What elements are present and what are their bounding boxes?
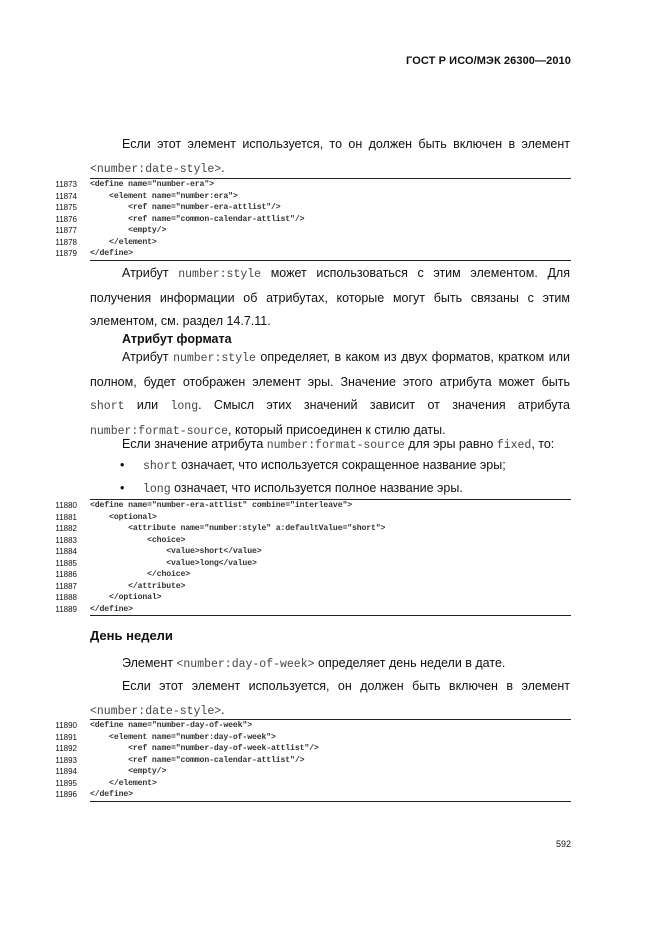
code-line: [44, 191, 571, 203]
code-line: [44, 523, 571, 535]
code-line: [44, 214, 571, 226]
code-inline: <number:date-style>: [90, 162, 222, 176]
paragraph-text: Если этот элемент используется, то он должен быть включен в элемент: [122, 137, 570, 151]
code-text: <element name="number:era">: [90, 191, 238, 201]
code-line: [44, 604, 571, 616]
code-inline: number:format-source: [266, 439, 405, 452]
code-text: <attribute name="number:style" a:defaultValue="short">: [90, 524, 386, 533]
code-line: [44, 766, 571, 778]
paragraph-text: определяет, в каком из двух форматов, кратком или полном, будет отображен элемент эры. Значение этого атрибута может быть: [90, 350, 570, 389]
paragraph-text: Если значение атрибута: [122, 437, 264, 451]
code-line: [44, 743, 571, 755]
code-block-number-era: [44, 178, 571, 261]
line-number: 11888: [55, 593, 77, 602]
code-line: [44, 179, 571, 191]
code-text: </optional>: [90, 593, 162, 602]
code-line: [44, 789, 571, 801]
line-number: 11884: [55, 547, 77, 556]
code-line: [44, 558, 571, 570]
code-line: [44, 237, 571, 249]
paragraph-element-usage: [90, 133, 570, 181]
code-line: [44, 592, 571, 604]
subheading-format-attribute: Атрибут формата: [122, 332, 232, 346]
code-rule-bottom: [90, 801, 571, 802]
paragraph-text: , то:: [531, 437, 555, 451]
code-inline: number:format-source: [90, 424, 229, 438]
code-text: </attribute>: [90, 581, 186, 591]
line-number: 11880: [55, 501, 77, 510]
paragraph-format-attribute: [90, 346, 570, 443]
line-number: 11890: [55, 721, 77, 730]
code-line: [44, 569, 571, 581]
code-inline: long: [143, 483, 171, 496]
code-inline: short: [90, 400, 125, 413]
code-text: <value>long</value>: [90, 558, 257, 568]
list-item-text: означает, что используется сокращенное название эры;: [181, 458, 506, 472]
line-number: 11878: [55, 237, 77, 247]
code-text: <define name="number-day-of-week">: [90, 721, 252, 730]
line-number: 11893: [55, 755, 77, 765]
section-heading-day-of-week: День недели: [90, 628, 173, 643]
list-item: [143, 458, 506, 473]
line-number: 11873: [55, 180, 77, 189]
paragraph-day-of-week: [90, 652, 570, 677]
code-text: </element>: [90, 778, 157, 788]
code-inline: short: [143, 460, 178, 473]
code-line: [44, 512, 571, 524]
line-number: 11892: [55, 744, 77, 753]
paragraph-style-attribute: [90, 262, 570, 334]
paragraph-text: для эры равно: [408, 437, 494, 451]
line-number: 11881: [55, 512, 77, 522]
line-number: 11879: [55, 249, 77, 258]
document-header: ГОСТ Р ИСО/МЭК 26300—2010: [406, 55, 571, 67]
code-line: [44, 546, 571, 558]
code-line: [44, 581, 571, 593]
code-text: <ref name="number-era-attlist"/>: [90, 203, 281, 212]
code-text: <empty/>: [90, 767, 167, 776]
paragraph-text: Атрибут: [122, 350, 169, 364]
code-text: <value>short</value>: [90, 547, 262, 556]
code-line: [44, 720, 571, 732]
bullet-marker: •: [120, 481, 125, 495]
line-number: 11896: [55, 790, 77, 799]
paragraph-end: .: [221, 702, 225, 717]
line-number: 11877: [55, 226, 77, 235]
page-number: 592: [555, 839, 571, 849]
code-text: <define name="number-era-attlist" combine="interleave">: [90, 501, 352, 510]
line-number: 11883: [55, 535, 77, 545]
code-text: <ref name="common-calendar-attlist"/>: [90, 755, 305, 765]
code-line: [44, 248, 571, 260]
paragraph-text: , который присоединен к стилю даты.: [228, 422, 446, 437]
line-number: 11887: [55, 581, 77, 591]
code-block-number-era-attlist: [44, 499, 571, 616]
line-number: 11875: [55, 203, 77, 212]
line-number: 11894: [55, 767, 77, 776]
code-text: <optional>: [90, 512, 157, 522]
code-line: [44, 500, 571, 512]
code-line: [44, 732, 571, 744]
paragraph-text: определяет день недели в дате.: [318, 656, 506, 670]
list-item-text: означает, что используется полное название эры.: [174, 481, 463, 495]
bullet-marker: •: [120, 458, 125, 472]
line-number: 11874: [55, 191, 77, 201]
paragraph-text: Элемент: [122, 656, 173, 670]
line-number: 11886: [55, 570, 77, 579]
code-inline: number:style: [178, 268, 262, 281]
paragraph-text: Атрибут: [122, 266, 169, 280]
code-inline: number:style: [173, 352, 256, 365]
paragraph-end: .: [221, 160, 225, 175]
code-text: <choice>: [90, 535, 186, 545]
code-line: [44, 535, 571, 547]
code-text: </define>: [90, 249, 133, 258]
paragraph-text: может использоваться с этим элементом. Для получения информации об атрибутах, которые могут быть связаны с этим элементом, см. раздел 14.7.11.: [90, 266, 570, 328]
code-inline: <number:day-of-week>: [176, 658, 315, 671]
paragraph-text: . Смысл этих значений зависит от значения атрибута: [198, 398, 570, 412]
code-text: </define>: [90, 604, 133, 614]
list-item: [143, 481, 463, 496]
code-text: <ref name="number-day-of-week-attlist"/>: [90, 744, 319, 753]
paragraph-text: Если этот элемент используется, он должен быть включен в элемент: [122, 679, 570, 693]
code-block-number-day-of-week: [44, 719, 571, 802]
code-text: <empty/>: [90, 226, 167, 235]
line-number: 11889: [55, 604, 77, 614]
code-text: <ref name="common-calendar-attlist"/>: [90, 214, 305, 224]
line-number: 11885: [55, 558, 77, 568]
line-number: 11876: [55, 214, 77, 224]
line-number: 11895: [55, 778, 77, 788]
code-text: </define>: [90, 790, 133, 799]
code-line: [44, 755, 571, 767]
code-inline: fixed: [496, 439, 532, 452]
line-number: 11882: [55, 524, 77, 533]
code-rule-bottom: [90, 260, 571, 261]
code-text: <define name="number-era">: [90, 180, 214, 189]
paragraph-element-usage-2: [90, 675, 570, 723]
code-text: </choice>: [90, 570, 191, 579]
code-line: [44, 778, 571, 790]
code-line: [44, 225, 571, 237]
paragraph-format-source: [90, 433, 570, 458]
code-text: <element name="number:day-of-week">: [90, 732, 276, 742]
line-number: 11891: [55, 732, 77, 742]
code-line: [44, 202, 571, 214]
paragraph-text: или: [136, 398, 159, 412]
code-rule-bottom: [90, 615, 571, 616]
code-text: </element>: [90, 237, 157, 247]
code-inline: <number:date-style>: [90, 704, 222, 718]
code-inline: long: [170, 400, 199, 413]
